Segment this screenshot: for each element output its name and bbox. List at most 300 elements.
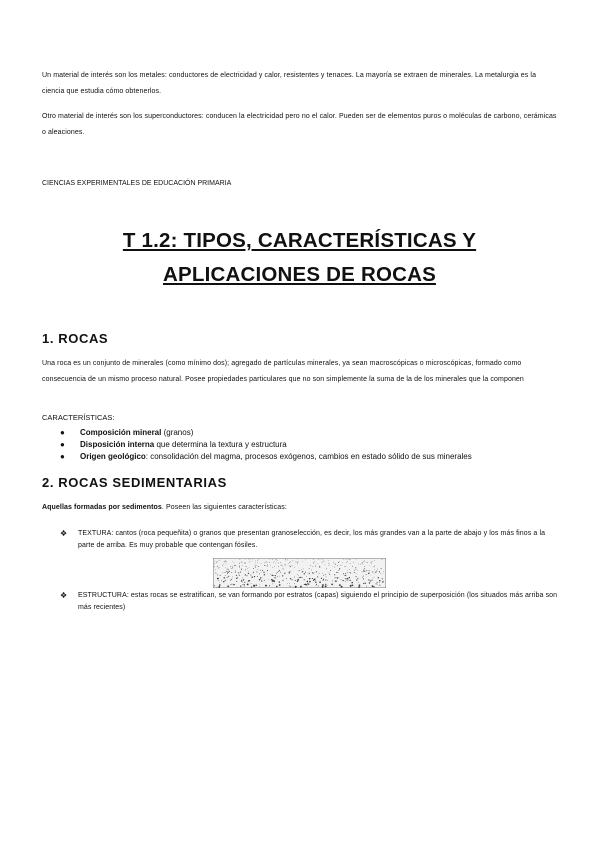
estructura-label: ESTRUCTURA	[78, 592, 127, 599]
sediment-grain	[346, 562, 347, 563]
sediment-grain	[289, 586, 290, 587]
sediment-grain	[270, 565, 271, 566]
sediment-grain	[327, 585, 328, 586]
sediment-grain	[242, 566, 243, 567]
sediment-grain	[279, 570, 280, 571]
sediment-grain	[290, 578, 291, 579]
sediment-grain	[328, 563, 329, 564]
sediment-grain	[290, 586, 291, 587]
sediment-grain	[232, 567, 233, 568]
sediment-grain	[363, 570, 364, 571]
sediment-grain	[345, 581, 346, 582]
sediment-grain	[373, 586, 374, 587]
estructura-text: : estas rocas se estratifican, se van formando por estratos (capas) siguiendo el principio de superposición (los situados más arriba son más recientes)	[78, 592, 558, 611]
sediment-grain	[349, 577, 350, 578]
characteristic-detail: : consolidación del magma, procesos exógenos, cambios en estado sólido de sus minerales	[145, 452, 472, 461]
sediment-grain	[326, 586, 327, 587]
sediment-grain	[280, 572, 281, 573]
sediment-grain	[372, 585, 374, 587]
sediment-grain	[264, 575, 265, 576]
sediment-grain	[260, 570, 261, 571]
sediment-grain	[346, 575, 347, 576]
sedimentarias-intro-rest: . Poseen las siguientes características:	[161, 504, 287, 511]
sediment-grain	[276, 560, 277, 561]
sediment-grain	[326, 569, 327, 570]
sediment-grain	[345, 578, 346, 579]
sediment-grain	[267, 562, 268, 563]
sediment-grain	[217, 566, 218, 567]
sediment-grain	[234, 562, 235, 563]
sediment-grain	[224, 581, 225, 582]
sediment-grain	[287, 560, 288, 561]
sediment-grain	[309, 581, 311, 583]
sediment-grain	[304, 573, 305, 574]
sediment-grain	[302, 577, 303, 578]
sediment-grain	[372, 571, 373, 572]
sediment-grain	[382, 581, 383, 582]
sediment-grain	[338, 572, 339, 573]
sediment-grain	[383, 581, 384, 582]
sediment-grain	[352, 585, 354, 587]
sediment-grain	[245, 563, 246, 564]
sediment-grain	[218, 586, 220, 588]
sediment-grain	[309, 568, 310, 569]
sediment-grain	[279, 576, 280, 577]
sediment-grain	[250, 574, 251, 575]
sediment-grain	[258, 560, 259, 561]
sediment-grain	[339, 577, 340, 578]
sediment-grain	[335, 578, 336, 579]
sediment-grain	[329, 565, 330, 566]
sediment-grain	[305, 584, 307, 586]
sediment-grain	[267, 564, 268, 565]
sediment-grain	[339, 561, 340, 562]
sediment-grain	[315, 580, 316, 581]
sediment-grain	[381, 568, 382, 569]
sediment-grain	[285, 559, 286, 560]
sediment-grain	[259, 579, 261, 581]
sediment-grain	[322, 580, 323, 581]
sediment-grain	[297, 564, 298, 565]
sediment-grain	[371, 562, 372, 563]
sediment-grain	[245, 574, 246, 575]
sediment-grain	[256, 565, 257, 566]
sediment-grain	[275, 559, 276, 560]
sediment-grain	[337, 565, 338, 566]
sediment-grain	[350, 572, 351, 573]
sediment-grain	[306, 560, 307, 561]
sediment-grain	[358, 586, 360, 588]
sediment-grain	[302, 586, 303, 587]
sediment-grain	[241, 580, 243, 582]
sediment-grain	[270, 562, 271, 563]
sediment-grain	[325, 586, 326, 587]
sediment-grain	[374, 560, 375, 561]
sediment-grain	[273, 562, 274, 563]
sediment-grain	[262, 577, 263, 578]
sediment-grain	[231, 584, 232, 585]
sediment-grain	[322, 573, 323, 574]
sediment-grain	[377, 584, 378, 585]
sediment-grain	[241, 562, 242, 563]
sediment-grain	[315, 561, 316, 562]
sediment-grain	[332, 580, 333, 581]
sediment-grain	[331, 584, 333, 586]
sediment-grain	[308, 584, 309, 585]
characteristic-detail: que determina la textura y estructura	[154, 440, 287, 449]
sediment-grain	[363, 583, 364, 584]
sediment-grain	[285, 561, 286, 562]
sediment-grain	[253, 572, 254, 573]
sediment-grain	[253, 568, 254, 569]
sediment-grain	[251, 576, 252, 577]
sediment-grain	[276, 586, 278, 588]
sediment-grain	[303, 571, 304, 572]
sediment-grain	[218, 578, 219, 579]
sediment-grain	[297, 574, 298, 575]
sediment-grain	[371, 580, 372, 581]
sediment-grain	[253, 585, 255, 587]
sediment-grain	[239, 575, 240, 576]
sediment-grain	[347, 579, 348, 580]
sediment-grain	[379, 571, 380, 572]
sediment-grain	[334, 567, 335, 568]
sediment-grain	[297, 559, 298, 560]
sediment-grain	[297, 562, 298, 563]
sediment-grain	[310, 565, 311, 566]
sediment-grain	[332, 566, 333, 567]
sediment-grain	[318, 585, 319, 586]
sediment-grain	[322, 584, 324, 586]
sediment-grain	[380, 573, 381, 574]
sediment-grain	[261, 580, 262, 581]
sediment-grain	[227, 577, 228, 578]
sediment-grain	[305, 572, 306, 573]
sediment-grain	[295, 580, 296, 581]
sediment-grain	[356, 559, 357, 560]
sediment-grain	[366, 586, 367, 587]
sediment-grain	[325, 579, 326, 580]
sediment-grain	[316, 585, 317, 586]
sediment-grain	[350, 563, 351, 564]
sediment-grain	[362, 563, 363, 564]
intro-paragraph-superconductors: Otro material de interés son los superconductores: conducen la electricidad pero no el calor. Pueden ser de elementos puros o moléculas de carbono, cerámicas o aleaciones.	[42, 113, 557, 136]
sediment-grain	[283, 569, 284, 570]
sediment-grain	[249, 567, 250, 568]
sediment-grain	[255, 567, 256, 568]
sediment-grain	[370, 575, 371, 576]
sediment-grain	[323, 579, 324, 580]
sediment-grain	[231, 568, 232, 569]
sediment-grain	[243, 579, 244, 580]
sediment-grain	[303, 568, 304, 569]
sediment-grain	[371, 563, 372, 564]
sediment-grain	[268, 579, 269, 580]
sediment-grain	[223, 581, 224, 582]
sediment-grain	[312, 578, 313, 579]
sediment-grain	[383, 573, 384, 574]
sediment-grain	[272, 580, 273, 581]
sediment-grain	[254, 576, 255, 577]
sediment-grain	[262, 572, 263, 573]
sediment-grain	[235, 572, 236, 573]
sediment-grain	[227, 585, 229, 587]
sediment-grain	[291, 579, 292, 580]
sediment-grain	[289, 565, 290, 566]
sediment-grain	[374, 574, 375, 575]
sediment-grain	[315, 582, 316, 583]
sediment-grain	[280, 565, 281, 566]
sediment-grain	[236, 581, 237, 582]
sediment-grain	[325, 574, 326, 575]
sediment-grain	[239, 566, 240, 567]
sediment-grain	[315, 578, 316, 579]
sediment-grain	[355, 567, 356, 568]
sediment-grain	[216, 562, 217, 563]
sediment-grain	[247, 568, 248, 569]
sediment-grain	[259, 586, 260, 587]
sediment-grain	[243, 582, 244, 583]
sediment-grain	[330, 570, 331, 571]
sediment-grain	[294, 577, 295, 578]
sediment-grain	[289, 572, 290, 573]
sediment-grain	[315, 566, 316, 567]
sediment-grain	[214, 585, 215, 586]
sediment-grain	[225, 580, 226, 581]
sediment-grain	[244, 563, 245, 564]
sediment-grain	[362, 572, 363, 573]
sediment-grain	[358, 570, 359, 571]
sediment-grain	[229, 571, 230, 572]
sediment-grain	[342, 563, 343, 564]
characteristics-label: CARACTERÍSTICAS:	[42, 413, 115, 422]
sediment-grain	[368, 579, 369, 580]
sediment-grain	[340, 565, 341, 566]
sediment-grain	[230, 584, 231, 585]
sediment-grain	[277, 576, 278, 577]
sediment-grain	[267, 570, 268, 571]
sediment-grain	[245, 569, 246, 570]
sediment-grain	[289, 562, 290, 563]
sediment-grain	[228, 576, 229, 577]
sediment-grain	[233, 584, 234, 585]
sediment-grain	[313, 559, 314, 560]
sediment-grain	[304, 579, 305, 580]
sediment-grain	[235, 570, 236, 571]
sediment-grain	[285, 566, 286, 567]
diamond-bullet-icon: ❖	[60, 529, 68, 538]
sediment-grain	[239, 563, 240, 564]
sediment-grain	[244, 586, 245, 587]
sediment-grain	[253, 572, 254, 573]
sediment-grain	[265, 565, 266, 566]
graded-bedding-illustration	[213, 558, 386, 588]
sediment-grain	[286, 578, 287, 579]
sediment-grain	[255, 563, 256, 564]
sediment-grain	[251, 583, 252, 584]
sediment-grain	[347, 580, 348, 581]
sediment-grain	[252, 561, 253, 562]
sediment-grain	[248, 571, 249, 572]
sediment-grain	[240, 585, 241, 586]
sediment-grain	[306, 576, 307, 577]
sediment-grain	[338, 570, 339, 571]
sediment-grain	[326, 577, 327, 578]
sediment-grain	[381, 559, 382, 560]
sediment-grain	[264, 565, 265, 566]
sediment-grain	[246, 575, 247, 576]
sediment-grain	[267, 566, 268, 567]
sediment-grain	[224, 564, 225, 565]
sediment-grain	[379, 585, 380, 586]
sediment-grain	[275, 575, 276, 576]
sediment-grain	[313, 580, 314, 581]
sediment-grain	[339, 569, 340, 570]
sediment-grain	[240, 559, 241, 560]
sediment-grain	[306, 584, 307, 585]
sediment-grain	[219, 567, 220, 568]
sediment-grain	[249, 559, 250, 560]
sediment-grain	[239, 566, 240, 567]
sediment-grain	[259, 584, 260, 585]
sediment-grain	[346, 559, 347, 560]
sediment-grain	[362, 562, 363, 563]
sediment-grain	[325, 564, 326, 565]
sediment-grain	[231, 579, 232, 580]
sediment-grain	[349, 580, 350, 581]
sediment-grain	[264, 580, 265, 581]
sediment-grain	[238, 572, 239, 573]
sediment-grain	[374, 577, 375, 578]
sediment-grain	[266, 561, 267, 562]
sediment-grain	[298, 575, 299, 576]
sediment-grain	[318, 574, 319, 575]
sediment-grain	[366, 562, 367, 563]
sediment-grain	[258, 559, 259, 560]
sediment-grain	[370, 580, 371, 581]
sediment-grain	[242, 584, 243, 585]
sediment-grain	[350, 559, 351, 560]
sediment-grain	[352, 566, 353, 567]
sediment-grain	[345, 575, 346, 576]
characteristic-detail: (granos)	[161, 428, 194, 437]
sediment-grain	[367, 562, 368, 563]
page-title-line1: T 1.2: TIPOS, CARACTERÍSTICAS Y	[122, 229, 477, 252]
sediment-grain	[375, 566, 376, 567]
sediment-grain	[300, 586, 302, 588]
sediment-grain	[216, 573, 217, 574]
sediment-grain	[253, 559, 254, 560]
sediment-grain	[320, 566, 321, 567]
sediment-grain	[366, 574, 367, 575]
sediment-grain	[351, 584, 352, 585]
sediment-grain	[256, 572, 257, 573]
sediment-grain	[376, 572, 377, 573]
sediment-grain	[360, 564, 361, 565]
sediment-grain	[335, 564, 336, 565]
sediment-grain	[356, 579, 357, 580]
sediment-grain	[294, 567, 295, 568]
sediment-grain	[312, 572, 313, 573]
characteristic-term: Origen geológico	[80, 452, 146, 461]
sediment-grain	[288, 563, 289, 564]
sediment-grain	[226, 571, 227, 572]
sediment-grain	[221, 580, 222, 581]
sediment-grain	[274, 577, 275, 578]
sediment-grain	[369, 570, 370, 571]
sediment-grain	[366, 571, 367, 572]
sediment-grain	[242, 561, 243, 562]
sediment-grain	[335, 577, 336, 578]
sediment-grain	[278, 563, 279, 564]
sediment-grain	[265, 585, 267, 587]
sediment-grain	[319, 581, 321, 583]
sediment-grain	[225, 572, 226, 573]
sediment-grain	[255, 561, 256, 562]
sediment-grain	[300, 577, 301, 578]
sediment-grain	[269, 559, 270, 560]
sediment-grain	[334, 574, 335, 575]
sediment-grain	[220, 560, 221, 561]
sediment-grain	[382, 559, 383, 560]
sediment-grain	[364, 570, 365, 571]
sediment-grain	[217, 561, 218, 562]
sediment-grain	[234, 565, 235, 566]
page-title-line2: APLICACIONES DE ROCAS	[162, 263, 436, 286]
sediment-grain	[216, 562, 217, 563]
sediment-grain	[230, 566, 231, 567]
sediment-grain	[243, 584, 244, 585]
sediment-grain	[314, 562, 315, 563]
sediment-grain	[293, 560, 294, 561]
sediment-grain	[358, 564, 359, 565]
sediment-grain	[329, 574, 330, 575]
sediment-grain	[273, 567, 274, 568]
sediment-grain	[297, 579, 299, 581]
sediment-grain	[269, 585, 270, 586]
sediment-grain	[301, 569, 302, 570]
sediment-grain	[376, 571, 377, 572]
bullet-icon: ●	[60, 452, 65, 461]
sediment-grain	[327, 580, 328, 581]
sediment-grain	[230, 580, 231, 581]
sediment-grain	[282, 566, 283, 567]
sediment-grain	[343, 573, 344, 574]
sediment-grain	[310, 572, 311, 573]
sediment-grain	[218, 580, 219, 581]
sediment-grain	[272, 560, 273, 561]
sediment-grain	[329, 564, 330, 565]
sediment-grain	[214, 566, 215, 567]
sediment-grain	[225, 561, 226, 562]
sediment-grain	[319, 573, 320, 574]
sediment-grain	[235, 565, 236, 566]
diamond-bullet-icon: ❖	[60, 591, 68, 600]
sediment-grain	[356, 569, 357, 570]
sediment-grain	[364, 566, 365, 567]
sediment-grain	[380, 580, 381, 581]
sediment-grain	[383, 571, 384, 572]
sediment-grain	[323, 561, 324, 562]
sediment-grain	[329, 573, 330, 574]
sediment-grain	[289, 583, 290, 584]
sediment-grain	[231, 572, 232, 573]
sediment-grain	[295, 562, 296, 563]
sediment-grain	[281, 565, 282, 566]
sediment-grain	[303, 561, 304, 562]
sediment-grain	[364, 568, 365, 569]
sediment-grain	[354, 572, 355, 573]
